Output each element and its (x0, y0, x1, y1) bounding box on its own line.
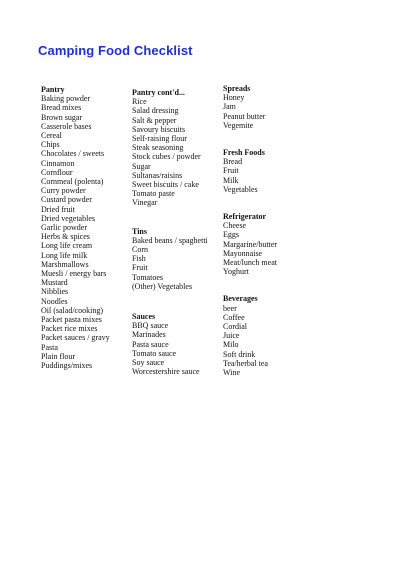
section-heading: Pantry cont'd... (132, 88, 185, 97)
section-tins (132, 227, 208, 291)
checklist-item: Sultanas/raisins (132, 170, 183, 180)
checklist-item: Margarine/butter (223, 239, 278, 249)
section-heading: Tins (132, 226, 147, 236)
checklist-item: Peanut butter (223, 111, 266, 121)
checklist-item: Dried vegetables (41, 213, 95, 223)
checklist-item: Packet rice mixes (41, 324, 98, 334)
checklist-item: Cinnamon (41, 158, 75, 168)
checklist-item: Eggs (223, 230, 239, 240)
checklist-item: Salad dressing (132, 106, 179, 116)
checklist-item: Steak seasoning (132, 143, 184, 153)
checklist-item: Cornflour (41, 167, 73, 177)
checklist-item: Brown sugar (41, 112, 83, 122)
section-heading: Pantry (41, 85, 65, 94)
checklist-item: Tomato paste (132, 189, 175, 199)
checklist-item: Soy sauce (132, 358, 165, 368)
checklist-item: Cheese (223, 221, 247, 231)
checklist-item: Muesli / energy bars (41, 269, 107, 279)
column-1 (41, 85, 110, 370)
section-pantry (41, 85, 110, 370)
checklist-item: Mayonnaise (223, 248, 263, 258)
checklist-item: BBQ sauce (132, 321, 169, 331)
checklist-item: Wine (223, 368, 241, 378)
column-2 (132, 88, 208, 376)
checklist-item: Rice (132, 97, 147, 107)
checklist-item: Juice (223, 331, 240, 341)
checklist-item: Oil (salad/cooking) (41, 305, 103, 315)
checklist-item: Dried fruit (41, 204, 75, 214)
section-pantry-cont-d (132, 88, 208, 208)
checklist-item: Nibblies (41, 287, 69, 297)
checklist-item: Long life cream (41, 241, 93, 251)
checklist-item: Packet sauces / gravy (41, 333, 110, 343)
section-heading: Spreads (223, 84, 251, 93)
checklist-item: Milo (223, 340, 239, 350)
checklist-item: Salt & pepper (132, 115, 177, 125)
checklist-item: Plain flour (41, 351, 75, 361)
checklist-item: Baked beans / spaghetti (132, 235, 208, 245)
checklist-item: Baking powder (41, 94, 91, 104)
checklist-item: Packet pasta mixes (41, 315, 102, 325)
checklist-item: Milk (223, 175, 239, 185)
checklist-item: Pasta sauce (132, 339, 169, 349)
checklist-item: Savoury biscuits (132, 124, 186, 134)
checklist-item: Meat/lunch meat (223, 258, 277, 268)
checklist-item: Vegemite (223, 120, 254, 130)
checklist-item: Marshmallows (41, 259, 89, 269)
checklist-item: Fish (132, 254, 146, 264)
section-sauces (132, 312, 208, 376)
checklist-item: Chocolates / sweets (41, 149, 105, 159)
section-heading: Beverages (223, 294, 258, 304)
checklist-item: Tomatoes (132, 272, 163, 282)
checklist-item: Corn (132, 245, 148, 255)
checklist-item: Vegetables (223, 184, 258, 194)
section-fresh-foods (223, 148, 277, 194)
checklist-item: Honey (223, 93, 245, 103)
checklist-item: Garlic powder (41, 223, 87, 233)
checklist-item: Casserole bases (41, 121, 92, 131)
checklist-item: Worcestershire sauce (132, 367, 200, 377)
checklist-item: Yoghurt (223, 267, 249, 277)
checklist-item: Fruit (132, 263, 148, 273)
checklist-item: Sugar (132, 161, 151, 171)
checklist-item: Bread (223, 157, 243, 167)
checklist-item: Cereal (41, 131, 62, 141)
section-beverages (223, 294, 277, 377)
checklist-item: Stock cubes / powder (132, 152, 201, 162)
checklist-item: Soft drink (223, 349, 256, 359)
checklist-item: Self-raising flour (132, 134, 187, 144)
checklist-item: Custard powder (41, 195, 92, 205)
checklist-item: Vinegar (132, 198, 158, 208)
checklist-item: Puddings/mixes (41, 361, 93, 371)
checklist-item: beer (223, 303, 237, 313)
page-title: Camping Food Checklist (38, 43, 193, 58)
checklist-item: Cordial (223, 322, 247, 332)
checklist-item: Curry powder (41, 186, 86, 196)
section-spreads (223, 84, 277, 130)
section-heading: Sauces (132, 312, 156, 322)
checklist-item: Bread mixes (41, 103, 82, 113)
checklist-item: Pasta (41, 342, 58, 352)
checklist-item: Coffee (223, 312, 245, 322)
checklist-item: Chips (41, 140, 60, 150)
checklist-item: Herbs & spices (41, 232, 90, 242)
checklist-item: Tea/herbal tea (223, 358, 268, 368)
checklist-item: Marinades (132, 330, 166, 340)
section-refrigerator (223, 212, 277, 276)
checklist-item: Fruit (223, 166, 239, 176)
checklist-item: Cornmeal (polenta) (41, 177, 104, 187)
checklist-item: Sweet biscuits / cake (132, 180, 199, 190)
checklist-item: Jam (223, 102, 236, 112)
section-heading: Fresh Foods (223, 148, 265, 158)
section-heading: Refrigerator (223, 212, 267, 222)
column-3 (223, 84, 277, 377)
checklist-item: (Other) Vegetables (132, 281, 193, 291)
checklist-item: Noodles (41, 296, 68, 306)
checklist-item: Tomato sauce (132, 348, 177, 358)
checklist-item: Long life milk (41, 250, 88, 260)
checklist-item: Mustard (41, 278, 68, 288)
